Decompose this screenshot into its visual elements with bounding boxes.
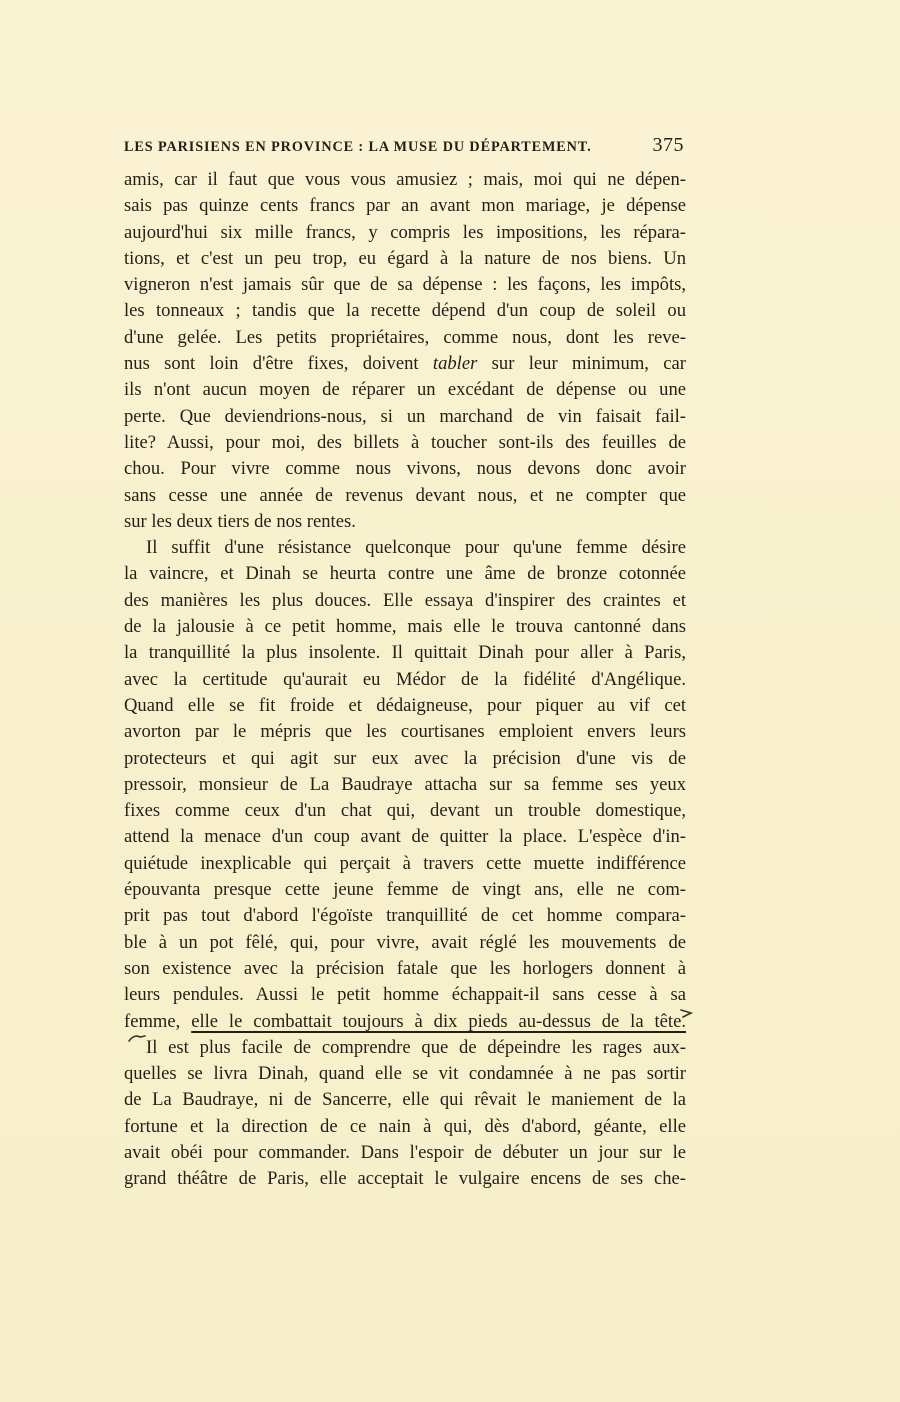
underlined-passage: elle le combattait toujours à dix pieds au-dessus de la tête. [191,1010,686,1032]
text-line: d'une gelée. Les petits propriétaires, comme nous, dont les reve- [124,326,686,348]
running-head: LES PARISIENS EN PROVINCE : LA MUSE DU DÉPARTEMENT. [124,139,592,155]
text-line: la tranquillité la plus insolente. Il quittait Dinah pour aller à Paris, [124,642,686,664]
text-line: la vaincre, et Dinah se heurta contre une âme de bronze cotonnée [124,563,686,585]
text-segment: femme, [124,1010,192,1032]
text-line: quiétude inexplicable qui perçait à travers cette muette indifférence [124,852,686,874]
text-line: ils n'ont aucun moyen de réparer un excédant de dépense ou une [124,379,686,401]
handwritten-caret-mark [680,1007,694,1019]
text-line: chou. Pour vivre comme nous vivons, nous devons donc avoir [124,458,686,480]
text-line: leurs pendules. Aussi le petit homme échappait-il sans cesse à sa [124,984,686,1006]
text-line: pressoir, monsieur de La Baudraye attacha sur sa femme ses yeux [124,773,686,795]
text-line: ble à un pot fêlé, qui, pour vivre, avait réglé les mouvements de [124,931,686,953]
text-line: vigneron n'est jamais sûr que de sa dépense : les façons, les impôts, [124,274,686,296]
text-line: de La Baudraye, ni de Sancerre, elle qui rêvait le maniement de la [124,1089,686,1111]
text-segment: nus sont loin d'être fixes, doivent [124,353,433,375]
body-text [124,167,686,1193]
text-line: fortune et la direction de ce nain à qui, dès d'abord, géante, elle [124,1115,686,1137]
text-line: tions, et c'est un peu trop, eu égard à la nature de nos biens. Un [124,247,686,269]
text-line: avec la certitude qu'aurait eu Médor de la fidélité d'Angélique. [124,668,686,690]
text-line: grand théâtre de Paris, elle acceptait le vulgaire encens de ses che- [124,1168,686,1190]
text-line: avait obéi pour commander. Dans l'espoir de débuter un jour sur le [124,1141,686,1163]
text-line: lite? Aussi, pour moi, des billets à toucher sont-ils des feuilles de [124,431,686,453]
text-line: quelles se livra Dinah, quand elle se vit condamnée à ne pas sortir [124,1063,686,1085]
text-line: les tonneaux ; tandis que la recette dépend d'un coup de soleil ou [124,300,686,322]
text-line: aujourd'hui six mille francs, y compris les impositions, les répara- [124,221,686,243]
text-line: Quand elle se fit froide et dédaigneuse, pour piquer au vif cet [124,694,686,716]
text-line: amis, car il faut que vous vous amusiez ; mais, moi qui ne dépen- [124,169,686,190]
underlined-line [124,1009,686,1035]
text-line: sans cesse une année de revenus devant nous, et ne compter que [124,484,686,506]
text-line: de la jalousie à ce petit homme, mais elle le trouva cantonné dans [124,616,686,638]
text-line [124,351,686,377]
page-number: 375 [652,134,684,156]
page-header [124,134,684,158]
paragraph-start-line: Il suffit d'une résistance quelconque pour qu'une femme désire [146,537,686,559]
text-line: protecteurs et qui agit sur eux avec la précision d'une vis de [124,747,686,769]
text-segment: sur leur minimum, car [477,353,686,375]
handwritten-paragraph-mark [128,1033,146,1045]
text-line: attend la menace d'un coup avant de quitter la place. L'espèce d'in- [124,826,686,848]
text-line: perte. Que deviendrions-nous, si un marchand de vin faisait fail- [124,405,686,427]
text-line: prit pas tout d'abord l'égoïste tranquillité de cet homme compara- [124,905,686,927]
paragraph-end-line: sur les deux tiers de nos rentes. [124,510,356,532]
text-line: sais pas quinze cents francs par an avant mon mariage, je dépense [124,195,686,217]
italic-word: tabler [432,353,478,375]
text-line: avorton par le mépris que les courtisanes emploient envers leurs [124,721,686,743]
paragraph-start-line: Il est plus facile de comprendre que de dépeindre les rages aux- [146,1036,686,1058]
text-line: épouvanta presque cette jeune femme de vingt ans, elle ne com- [124,879,686,901]
text-line: son existence avec la précision fatale que les horlogers donnent à [124,957,686,979]
text-line: des manières les plus douces. Elle essaya d'inspirer des craintes et [124,589,686,611]
text-line: fixes comme ceux d'un chat qui, devant un trouble domestique, [124,800,686,822]
